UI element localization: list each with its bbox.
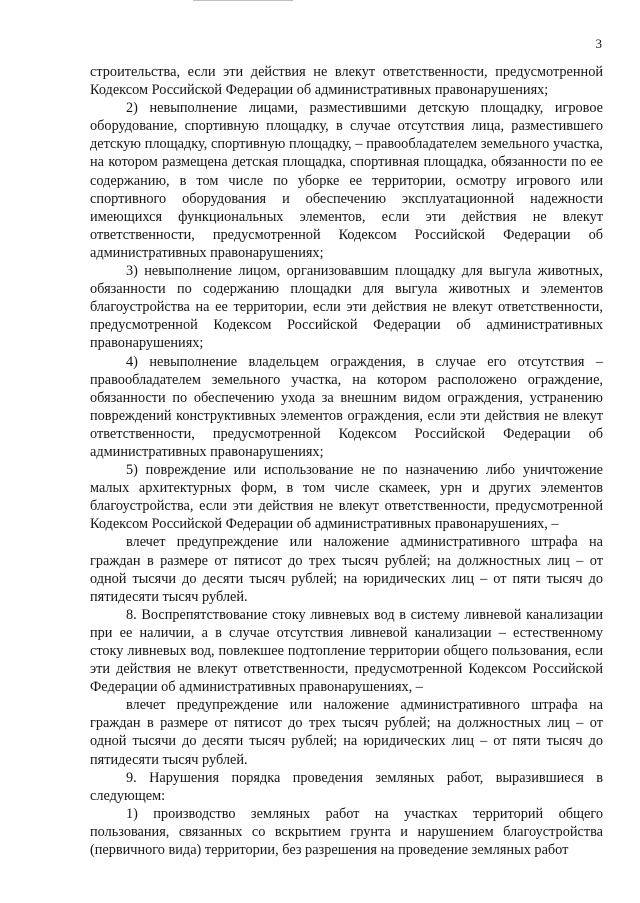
paragraph-section-8: 8. Воспрепятствование стоку ливневых вод в систему ливневой канализации при ее наличии, а в случае отсутствия ливневой канализации – естественному стоку ливневых вод, повлекшее подтопление территории общего пользования, если эти действия не влекут ответственности, предусмотренной Кодексом Российской Федерации об административных правонарушениях, – [90, 606, 603, 696]
paragraph-section-9: 9. Нарушения порядка проведения земляных работ, выразившиеся в следующем: [90, 769, 603, 804]
document-body [90, 63, 603, 859]
top-rule [193, 0, 293, 1]
paragraph-penalty-7: влечет предупреждение или наложение административного штрафа на граждан в размере от пятисот до трех тысяч рублей; на должностных лиц – от одной тысячи до десяти тысяч рублей; на юридических лиц – от пяти тысяч до пятидесяти тысяч рублей. [90, 534, 603, 605]
paragraph-item-3: 3) невыполнение лицом, организовавшим площадку для выгула животных, обязанности по содержанию площадки для выгула животных и элементов благоустройства на ее территории, если эти действия не влекут ответственности, предусмотренной Кодексом Российской Федерации об административных правонарушениях; [90, 263, 603, 352]
paragraph-item-2: 2) невыполнение лицами, разместившими детскую площадку, игровое оборудование, спортивную площадку, в случае отсутствия лица, разместившего детскую площадку, спортивную площадку, – правообладателем земельного участка, на котором размещена детская площадка, спортивная площадка, обязанности по ее содержанию, в том числе по уборке ее территории, осмотру игрового или спортивного оборудования и обеспечению эксплуатационной надежности имеющихся функциональных элементов, если эти действия не влекут ответственности, предусмотренной Кодексом Российской Федерации об административных правонарушениях; [90, 100, 603, 261]
paragraph-penalty-8: влечет предупреждение или наложение административного штрафа на граждан в размере от пятисот до трех тысяч рублей; на должностных лиц – от одной тысячи до десяти тысяч рублей; на юридических лиц – от пяти тысяч до пятидесяти тысяч рублей. [90, 697, 603, 768]
paragraph-item-5: 5) повреждение или использование не по назначению либо уничтожение малых архитектурных форм, в том числе скамеек, урн и других элементов благоустройства, если эти действия не влекут ответственности, предусмотренной Кодексом Российской Федерации об административных правонарушениях, – [90, 462, 603, 533]
page-number: 3 [595, 36, 602, 51]
paragraph-section-9-item-1: 1) производство земляных работ на участках территорий общего пользования, связанных со вскрытием грунта и нарушением благоустройства (первичного вида) территории, без разрешения на проведение земляных работ [90, 805, 603, 859]
paragraph-item-4: 4) невыполнение владельцем ограждения, в случае его отсутствия – правообладателем земельного участка, на котором расположено ограждение, обязанности по обеспечению ухода за внешним видом ограждения, устранению повреждений конструктивных элементов ограждения, если эти действия не влекут ответственности, предусмотренной Кодексом Российской Федерации об административных правонарушениях; [90, 353, 603, 460]
paragraph-continuation: строительства, если эти действия не влекут ответственности, предусмотренной Кодексом Российской Федерации об административных правонарушениях; [90, 64, 603, 99]
